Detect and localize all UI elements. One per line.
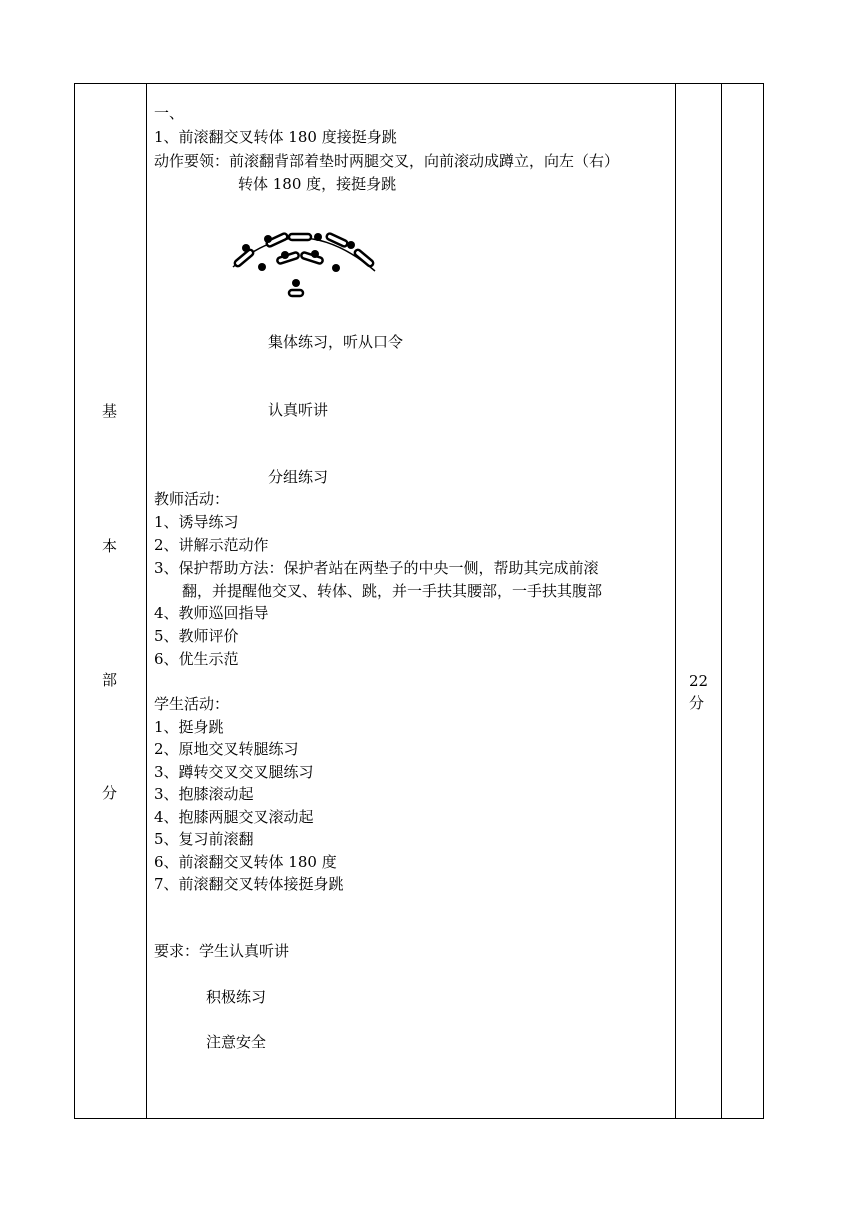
teacher-item: 2、讲解示范动作 — [154, 536, 269, 554]
student-item: 2、原地交叉转腿练习 — [154, 740, 299, 758]
teacher-title: 教师活动： — [154, 490, 230, 508]
time-value: 22 — [689, 672, 709, 690]
section-label-char: 基 — [102, 402, 118, 420]
student-item: 1、挺身跳 — [154, 718, 224, 736]
student-title: 学生活动： — [154, 695, 230, 713]
organization-note: 分组练习 — [268, 468, 329, 486]
section-label-char: 部 — [102, 671, 118, 689]
student-item: 3、蹲转交叉交叉腿练习 — [154, 763, 314, 781]
content-heading: 一、 — [154, 104, 185, 122]
teacher-item: 翻，并提醒他交叉、转体、跳，并一手扶其腰部，一手扶其腹部 — [182, 582, 603, 600]
student-item: 3、抱膝滚动起 — [154, 785, 254, 803]
teacher-item: 3、保护帮助方法：保护者站在两垫子的中央一侧，帮助其完成前滚 — [154, 559, 599, 577]
column-divider — [146, 84, 147, 1118]
requirements-line — [154, 940, 289, 963]
student-item: 5、复习前滚翻 — [154, 830, 254, 848]
requirement-item: 注意安全 — [206, 1033, 267, 1051]
teacher-item: 6、优生示范 — [154, 650, 239, 668]
time-unit: 分 — [689, 694, 705, 712]
organization-note: 认真听讲 — [268, 401, 329, 419]
student-item: 4、抱膝两腿交叉滚动起 — [154, 808, 314, 826]
requirement-item: 积极练习 — [206, 988, 267, 1006]
column-divider — [675, 84, 676, 1118]
item-title: 1、前滚翻交叉转体 180 度接挺身跳 — [154, 128, 397, 146]
teacher-item: 4、教师巡回指导 — [154, 604, 269, 622]
column-divider — [721, 84, 722, 1118]
organization-note: 集体练习，听从口令 — [268, 333, 404, 351]
student-item: 7、前滚翻交叉转体接挺身跳 — [154, 875, 344, 893]
teacher-item: 5、教师评价 — [154, 627, 239, 645]
section-label-char: 分 — [102, 784, 118, 802]
formation-diagram — [225, 215, 380, 305]
teacher-item: 1、诱导练习 — [154, 513, 239, 531]
essentials-line: 转体 180 度，接挺身跳 — [238, 175, 397, 193]
requirement-item: 学生认真听讲 — [199, 942, 290, 960]
requirements-label: 要求： — [154, 942, 200, 960]
essentials-line: 动作要领：前滚翻背部着垫时两腿交叉，向前滚动成蹲立，向左（右） — [154, 152, 620, 170]
student-item: 6、前滚翻交叉转体 180 度 — [154, 853, 337, 871]
section-label-char: 本 — [102, 537, 118, 555]
